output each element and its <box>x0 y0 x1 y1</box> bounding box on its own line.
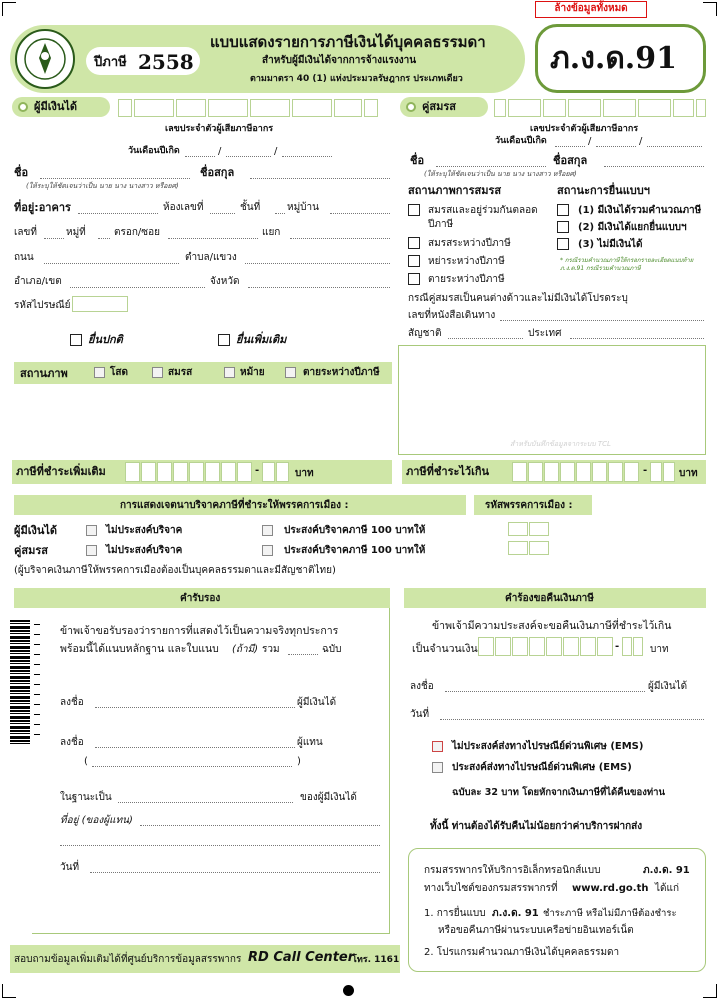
spouse-heading: คู่สมรส <box>422 100 456 113</box>
donation-no-label: ไม่ประสงค์บริจาค <box>106 545 183 556</box>
tax-over-satang-boxes[interactable] <box>650 462 675 482</box>
status-option: ตายระหว่างปีภาษี <box>303 367 380 378</box>
filing-status-heading: สถานะการยื่นแบบฯ <box>557 184 650 197</box>
taxpayer-sign-label: ผู้มีเงินได้ <box>648 681 688 692</box>
status-option: สมรส <box>168 367 193 378</box>
paren-close: ) <box>297 756 301 767</box>
donation-who: คู่สมรส <box>14 544 48 557</box>
date-label: วันที่ <box>410 709 430 720</box>
donation-yes-label: ประสงค์บริจาคภาษี 100 บาทให้ <box>284 545 426 556</box>
refund-heading: คำร้องขอคืนเงินภาษี <box>505 593 594 604</box>
decimal-separator: - <box>643 465 648 476</box>
info-item2: 2. โปรแกรมคำนวณภาษีเงินได้บุคคลธรรมดา <box>424 947 620 958</box>
status-option: หม้าย <box>240 367 265 378</box>
district-label: อำเภอ/เขต <box>14 276 62 287</box>
corner-mark <box>2 2 16 16</box>
tax-due-label: ภาษีที่ชำระเพิ่มเติม <box>16 465 106 478</box>
party-code-boxes[interactable] <box>508 541 549 555</box>
refund-line1: ข้าพเจ้ามีความประสงค์จะขอคืนเงินภาษีที่ชำระไว้เกิน <box>432 620 672 632</box>
marital-checkbox[interactable] <box>408 204 420 216</box>
status-single-checkbox[interactable] <box>94 367 105 378</box>
province-label: จังหวัด <box>210 276 240 287</box>
tax-year-label: ปีภาษี <box>94 55 127 70</box>
form-subtitle: ตามมาตรา 40 (1) แห่งประมวลรัษฎากร ประเภทเดียว <box>250 74 463 84</box>
tax-over-label: ภาษีที่ชำระไว้เกิน <box>406 465 490 478</box>
donation-note: (ผู้บริจาคเงินภาษีให้พรรคการเมืองต้องเป็นบุคคลธรรมดาและมีสัญชาติไทย) <box>14 565 336 576</box>
tin-label: เลขประจำตัวผู้เสียภาษีอากร <box>165 124 274 134</box>
nationality-label: สัญชาติ <box>408 328 442 339</box>
certification-box <box>32 608 390 934</box>
foreign-note: กรณีคู่สมรสเป็นคนต่างด้าวและไม่มีเงินได้โปรดระบุ <box>408 293 628 304</box>
status-widowed-checkbox[interactable] <box>224 367 235 378</box>
info-line1: กรมสรรพากรให้บริการอิเล็กทรอนิกส์แบบ <box>424 865 601 876</box>
corner-mark <box>703 2 717 16</box>
marital-checkbox[interactable] <box>408 237 420 249</box>
tax-year[interactable]: 2558 <box>138 50 194 74</box>
name-hint: (ให้ระบุให้ชัดเจนว่าเป็น นาย นาง นางสาว หรือยศ) <box>26 182 179 190</box>
marital-option: สมรสและอยู่ร่วมกันตลอดปีภาษี <box>428 205 538 230</box>
marital-checkbox[interactable] <box>408 273 420 285</box>
donation-yes-checkbox[interactable] <box>262 525 273 536</box>
date-separator: / <box>639 136 643 147</box>
additional-filing-label: ยื่นเพิ่มเติม <box>236 333 287 346</box>
info-form-code: ภ.ง.ด. 91 <box>643 865 690 876</box>
donation-yes-checkbox[interactable] <box>262 545 273 556</box>
decimal-separator: - <box>615 641 620 652</box>
date-separator: / <box>218 146 222 157</box>
certification-heading: คำรับรอง <box>180 593 221 604</box>
donation-no-label: ไม่ประสงค์บริจาค <box>106 525 183 536</box>
corner-mark <box>703 984 717 998</box>
certification-line1: ข้าพเจ้าขอรับรองว่ารายการที่แสดงไว้เป็นความจริงทุกประการ <box>60 625 339 637</box>
address-building-label: ที่อยู่:อาคาร <box>14 201 71 214</box>
marital-option: สมรสระหว่างปีภาษี <box>428 238 511 249</box>
of-taxpayer-label: ของผู้มีเงินได้ <box>300 792 357 803</box>
certification-line2: พร้อมนี้ได้แนบหลักฐาน และใบแนบ <box>60 643 219 655</box>
info-line2: ทางเว็บไซต์ของกรมสรรพากรที่ <box>424 883 558 894</box>
marital-option: หย่าระหว่างปีภาษี <box>428 256 505 267</box>
donation-heading: การแสดงเจตนาบริจาคภาษีที่ชำระให้พรรคการเมือง : <box>120 500 349 511</box>
certification-line2-optional: (ถ้ามี) <box>232 644 259 655</box>
passport-label: เลขที่หนังสือเดินทาง <box>408 310 496 321</box>
barcode-ticks <box>34 624 40 744</box>
normal-filing-label: ยื่นปกติ <box>88 333 123 346</box>
tax-due-satang-boxes[interactable] <box>262 462 289 482</box>
info-website-link[interactable]: www.rd.go.th <box>572 883 649 894</box>
taxpayer-sign-label: ผู้มีเงินได้ <box>297 697 337 708</box>
bullet-icon <box>406 102 416 112</box>
soi-label: ตรอก/ซอย <box>114 227 160 238</box>
baht-label: บาท <box>295 468 314 479</box>
agent-address-label: ที่อยู่ (ของผู้แทน) <box>60 815 133 826</box>
floor-label: ชั้นที่ <box>240 202 261 213</box>
sign-label: ลงชื่อ <box>410 681 434 692</box>
decimal-separator: - <box>255 465 260 476</box>
status-label: สถานภาพ <box>20 367 68 380</box>
filing-status-checkbox[interactable] <box>557 204 569 216</box>
spouse-surname-label: ชื่อสกุล <box>553 154 588 167</box>
info-item1-code: ภ.ง.ด. 91 <box>492 908 539 919</box>
additional-filing-checkbox[interactable] <box>218 334 230 346</box>
form-code: ภ.ง.ด.91 <box>550 41 677 76</box>
date-label: วันที่ <box>60 862 80 873</box>
ems-yes-checkbox[interactable] <box>432 762 443 773</box>
date-separator: / <box>274 146 278 157</box>
info-line2-end: ได้แก่ <box>655 883 680 894</box>
status-deceased-checkbox[interactable] <box>285 367 296 378</box>
name-hint: (ให้ระบุให้ชัดเจนว่าเป็น นาย นาง นางสาว หรือยศ) <box>424 170 577 178</box>
refund-amount-label: เป็นจำนวนเงิน <box>412 643 478 655</box>
sign-label: ลงชื่อ <box>60 697 84 708</box>
surname-label: ชื่อสกุล <box>200 166 235 179</box>
agent-sign-label: ผู้แทน <box>297 737 323 748</box>
room-label: ห้องเลขที่ <box>163 202 204 213</box>
filing-note: * กรณีรวมคำนวณภาษีให้กรอกรายละเอียดแนบท้าย ภ.ง.ด.91 กรณีรวมคำนวณภาษี <box>560 257 694 272</box>
corner-mark <box>2 984 16 998</box>
certification-line2-copies: ฉบับ <box>322 644 342 655</box>
tax-due-amount-boxes[interactable] <box>125 462 252 482</box>
info-item1-rest: ชำระภาษี หรือไม่มีภาษีต้องชำระ <box>543 908 677 919</box>
bullet-icon <box>18 102 28 112</box>
barcode-icon <box>10 620 30 745</box>
party-code-label: รหัสพรรคการเมือง : <box>485 500 573 511</box>
date-separator: / <box>588 136 592 147</box>
spouse-name-label: ชื่อ <box>410 154 425 167</box>
taxpayer-tin-boxes[interactable] <box>118 99 388 117</box>
donation-who: ผู้มีเงินได้ <box>14 524 58 537</box>
clear-all-button[interactable]: ล้างข้อมูลทั้งหมด <box>535 1 647 18</box>
tin-label: เลขประจำตัวผู้เสียภาษีอากร <box>530 124 639 134</box>
marital-checkbox[interactable] <box>408 255 420 267</box>
info-item1: 1. การยื่นแบบ <box>424 908 486 919</box>
paren-open: ( <box>84 756 88 767</box>
marital-option: ตายระหว่างปีภาษี <box>428 274 505 285</box>
ems-note: ทั้งนี้ ท่านต้องได้รับคืนไม่น้อยกว่าค่าบริการฝากส่ง <box>430 821 643 832</box>
certification-line2-total: รวม <box>262 644 280 655</box>
tax-over-amount-boxes[interactable] <box>512 462 639 482</box>
filing-status-option: (3) ไม่มีเงินได้ <box>578 239 643 250</box>
form-subtitle: สำหรับผู้มีเงินได้จากการจ้างแรงงาน <box>262 55 417 66</box>
postcode-input[interactable] <box>72 296 128 312</box>
party-code-boxes[interactable] <box>508 522 549 536</box>
baht-label: บาท <box>650 644 669 655</box>
birth-label: วันเดือนปีเกิด <box>495 136 547 146</box>
info-item1-line2: หรือขอคืนภาษีผ่านระบบเครือข่ายอินเทอร์เน็ต <box>438 925 634 936</box>
rd-call-center-logo: RD Call Center <box>248 950 355 965</box>
baht-label: บาท <box>679 468 698 479</box>
birth-label: วันเดือนปีเกิด <box>128 146 180 156</box>
footer-text: สอบถามข้อมูลเพิ่มเติมได้ที่ศูนย์บริการข้อมูลสรรพากร <box>14 954 242 965</box>
name-label: ชื่อ <box>14 166 29 179</box>
filing-status-option: (1) มีเงินได้รวมคำนวณภาษี <box>578 205 702 216</box>
donation-no-checkbox[interactable] <box>86 525 97 536</box>
spouse-tin-boxes[interactable] <box>494 99 706 117</box>
status-option: โสด <box>110 367 128 378</box>
as-label: ในฐานะเป็น <box>60 792 112 803</box>
taxpayer-heading: ผู้มีเงินได้ <box>34 100 78 113</box>
yaek-label: แยก <box>262 227 281 238</box>
village-label: หมู่บ้าน <box>287 202 319 213</box>
ems-fee: ฉบับละ 32 บาท โดยหักจากเงินภาษีที่ได้คืนของท่าน <box>452 787 665 798</box>
system-record-box <box>398 345 706 455</box>
refund-amount-boxes[interactable] <box>478 637 613 656</box>
filing-status-checkbox[interactable] <box>557 238 569 250</box>
form-title: แบบแสดงรายการภาษีเงินได้บุคคลธรรมดา <box>210 33 486 51</box>
country-label: ประเทศ <box>528 328 562 339</box>
marital-heading: สถานภาพการสมรส <box>408 184 502 197</box>
donation-yes-label: ประสงค์บริจาคภาษี 100 บาทให้ <box>284 525 426 536</box>
filing-status-checkbox[interactable] <box>557 221 569 233</box>
status-married-checkbox[interactable] <box>152 367 163 378</box>
house-no-label: เลขที่ <box>14 227 37 238</box>
road-label: ถนน <box>14 252 34 263</box>
ems-yes-label: ประสงค์ส่งทางไปรษณีย์ด่วนพิเศษ (EMS) <box>452 762 632 773</box>
ems-no-label: ไม่ประสงค์ส่งทางไปรษณีย์ด่วนพิเศษ (EMS) <box>452 741 644 752</box>
registration-dot <box>343 985 354 996</box>
normal-filing-checkbox[interactable] <box>70 334 82 346</box>
filing-status-option: (2) มีเงินได้แยกยื่นแบบฯ <box>578 222 687 233</box>
postcode-label: รหัสไปรษณีย์ <box>14 300 71 311</box>
revenue-logo-icon <box>14 28 76 90</box>
sign-label: ลงชื่อ <box>60 737 84 748</box>
system-record-watermark: สำหรับบันทึกข้อมูลจากระบบ TCL <box>510 440 611 448</box>
subdistrict-label: ตำบล/แขวง <box>185 252 237 263</box>
moo-label: หมู่ที่ <box>66 227 86 238</box>
refund-satang-boxes[interactable] <box>622 637 643 656</box>
donation-no-checkbox[interactable] <box>86 545 97 556</box>
footer-phone: โทร. 1161 <box>352 955 400 965</box>
ems-no-checkbox[interactable] <box>432 741 443 752</box>
